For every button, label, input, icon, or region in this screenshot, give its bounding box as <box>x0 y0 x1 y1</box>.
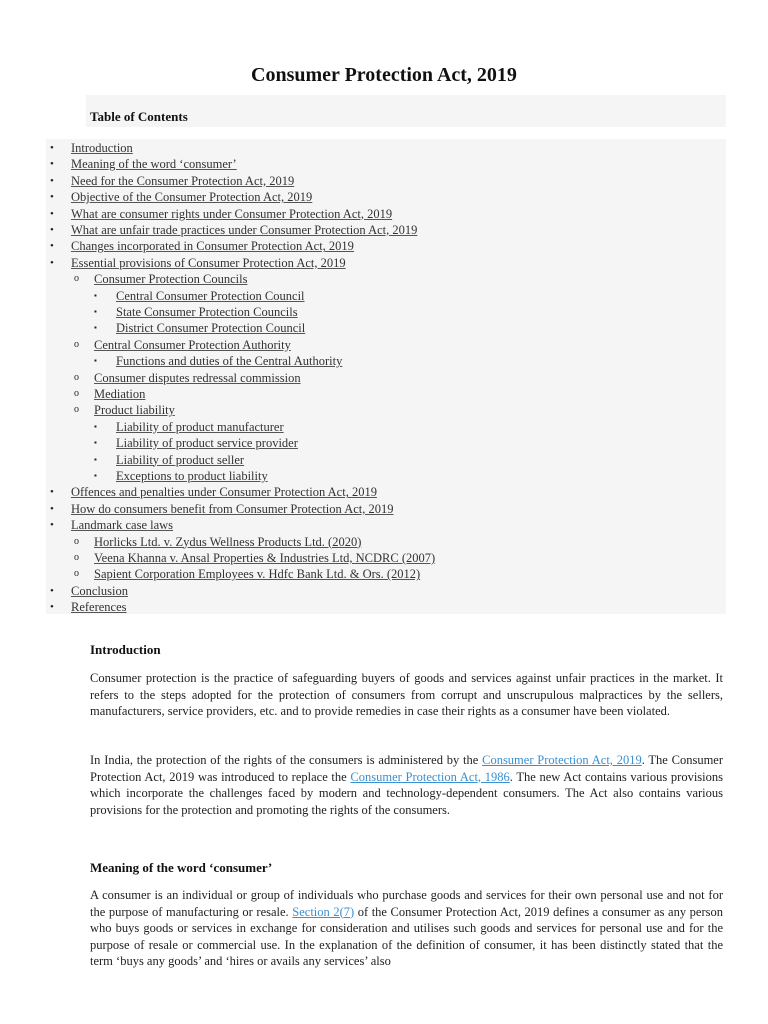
toc-bullet: • <box>50 240 54 253</box>
meaning-paragraph-1 <box>90 887 723 970</box>
meaning-p1-text-a: A consumer is an individual or group of individuals who purchase goods and services for their own personal use and not for the purpose of manufacturing or resale. <box>90 888 723 919</box>
toc-link[interactable]: Mediation <box>94 387 146 401</box>
toc-link[interactable]: Consumer Protection Councils <box>94 272 248 287</box>
section-heading-meaning: Meaning of the word ‘consumer’ <box>90 860 273 875</box>
toc-bullet: • <box>50 519 54 532</box>
toc-bullet: • <box>50 191 54 204</box>
toc-link[interactable]: Exceptions to product liability <box>116 469 268 483</box>
toc-bullet: o <box>74 273 79 285</box>
toc-link[interactable]: Landmark case laws <box>71 518 174 533</box>
document-title: Consumer Protection Act, 2019 <box>251 64 517 86</box>
toc-bullet: o <box>74 535 79 547</box>
table-of-contents <box>46 139 726 614</box>
toc-bullet: o <box>74 552 79 563</box>
toc-link[interactable]: Liability of product manufacturer <box>116 419 284 434</box>
toc-link[interactable]: Conclusion <box>71 583 128 598</box>
toc-link[interactable]: Sapient Corporation Employees v. Hdfc Bank Ltd. & Ors. (2012) <box>94 567 421 582</box>
toc-bullet: ▪ <box>94 323 97 333</box>
toc-link[interactable]: How do consumers benefit from Consumer Protection Act, 2019 <box>71 501 394 516</box>
toc-heading: Table of Contents <box>90 109 188 124</box>
toc-link[interactable]: Liability of product service provider <box>116 436 298 451</box>
link-consumer-protection-act-1986[interactable]: Consumer Protection Act, 1986 <box>350 769 510 784</box>
toc-link[interactable]: Liability of product seller <box>116 452 245 467</box>
toc-link[interactable]: What are consumer rights under Consumer Protection Act, 2019 <box>71 206 393 221</box>
introduction-paragraph-1: Consumer protection is the practice of safeguarding buyers of goods and services against unfair practices in the market. It refers to the steps adopted for the protection of consumers from corrupt and unscrupulous malpractices by the sellers, manufacturers, service providers, etc. and to provide remedies in case their rights as a consumer have been violated. <box>90 671 723 718</box>
toc-bullet: ▪ <box>94 307 97 316</box>
toc-bullet: ▪ <box>94 454 97 464</box>
toc-heading-box <box>86 95 726 127</box>
toc-bullet: o <box>74 338 79 350</box>
toc-bullet: o <box>74 388 79 399</box>
link-section-2-7[interactable]: Section 2(7) <box>292 904 355 919</box>
toc-bullet: • <box>50 174 54 187</box>
toc-link[interactable]: Objective of the Consumer Protection Act, 2019 <box>71 190 313 205</box>
link-consumer-protection-act-2019[interactable]: Consumer Protection Act, 2019 <box>482 753 642 767</box>
toc-bullet: • <box>50 601 54 614</box>
toc-bullet: ▪ <box>94 290 97 300</box>
toc-bullet: ▪ <box>94 471 97 480</box>
toc-bullet: • <box>50 486 54 499</box>
toc-bullet: o <box>74 371 79 383</box>
toc-link[interactable]: Central Consumer Protection Council <box>116 288 305 303</box>
intro-p2-text-a: In India, the protection of the rights of the consumers is administered by the <box>90 753 483 767</box>
toc-bullet: o <box>74 568 79 580</box>
toc-link[interactable]: State Consumer Protection Councils <box>116 305 298 319</box>
toc-link[interactable]: Product liability <box>94 403 175 418</box>
intro-p2-text-c: . The new Act contains various provisions which incorporate the challenges faced by modern and technology-dependent consumers. The Act also contains various provisions for the protection and promoting the rights of the consumers. <box>90 769 723 817</box>
toc-bullet: • <box>50 224 54 236</box>
toc-bullet: • <box>50 207 54 220</box>
toc-link[interactable]: District Consumer Protection Council <box>116 321 306 336</box>
toc-bullet: ▪ <box>94 438 97 448</box>
toc-link[interactable]: Functions and duties of the Central Authority <box>116 354 343 369</box>
toc-bullet: • <box>50 256 54 269</box>
toc-link[interactable]: Consumer disputes redressal commission <box>94 370 301 385</box>
toc-link[interactable]: Introduction <box>71 141 133 155</box>
toc-link[interactable]: What are unfair trade practices under Consumer Protection Act, 2019 <box>71 223 418 237</box>
toc-bullet: ▪ <box>94 356 97 366</box>
section-heading-introduction: Introduction <box>90 642 161 657</box>
toc-link[interactable]: Central Consumer Protection Authority <box>94 337 291 352</box>
toc-link[interactable]: Changes incorporated in Consumer Protection Act, 2019 <box>71 239 354 254</box>
meaning-p1-text-b: of the Consumer Protection Act, 2019 defines a consumer as any person who buys goods or services in exchange for consideration and utilises such goods and services for personal use and for the purpose of resale or commercial use. In the explanation of the definition of consumer, it has been distinctly stated that the term ‘buys any goods’ and ‘hires or avails any services’ also <box>90 904 723 968</box>
toc-link[interactable]: Meaning of the word ‘consumer’ <box>71 157 237 172</box>
toc-link[interactable]: Need for the Consumer Protection Act, 2019 <box>71 173 295 188</box>
toc-bullet: • <box>50 142 54 154</box>
toc-link[interactable]: References <box>71 600 127 615</box>
toc-bullet: • <box>50 502 54 515</box>
toc-bullet: • <box>50 158 54 171</box>
intro-p2-text-b: . The Consumer Protection Act, 2019 was introduced to replace the <box>90 753 724 784</box>
toc-link[interactable]: Horlicks Ltd. v. Zydus Wellness Products Ltd. (2020) <box>94 534 362 549</box>
toc-bullet: o <box>74 404 79 416</box>
toc-link[interactable]: Essential provisions of Consumer Protection Act, 2019 <box>71 255 346 270</box>
toc-link[interactable]: Veena Khanna v. Ansal Properties & Industries Ltd, NCDRC (2007) <box>94 551 436 565</box>
toc-link[interactable]: Offences and penalties under Consumer Protection Act, 2019 <box>71 485 377 500</box>
toc-bullet: ▪ <box>94 421 97 431</box>
introduction-paragraph-2 <box>90 752 723 818</box>
toc-bullet: • <box>50 584 54 597</box>
